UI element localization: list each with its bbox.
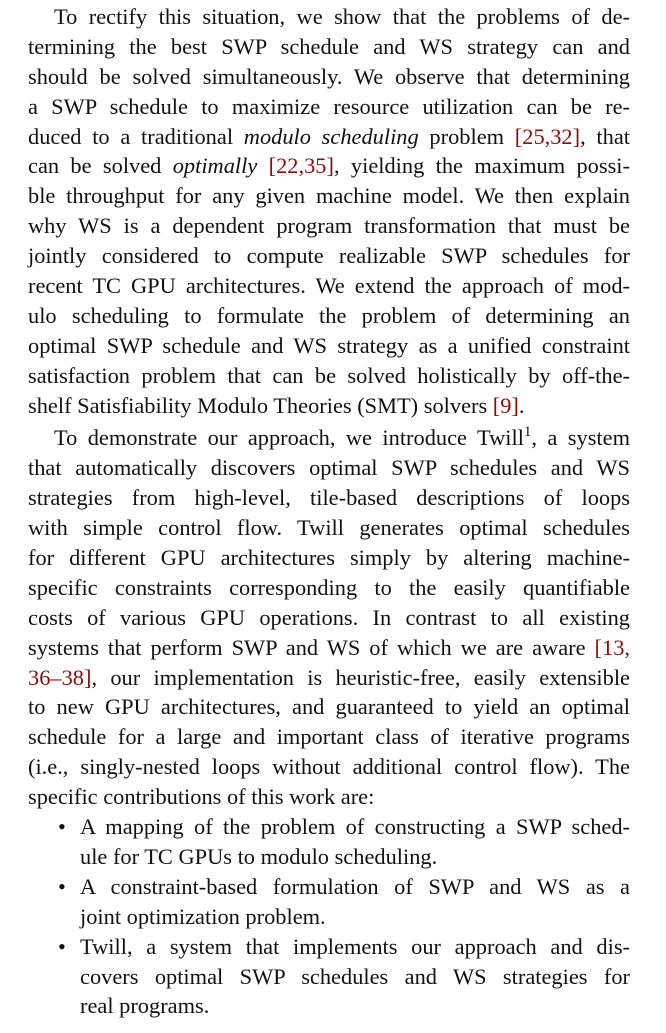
paper-text-column xyxy=(28,2,630,1021)
bullet-icon: • xyxy=(58,933,66,959)
text-run: ulo scheduling to formulate the problem of determining an xyxy=(28,302,630,328)
text-line xyxy=(28,331,630,361)
text-run: , a system xyxy=(531,425,630,451)
text-line xyxy=(28,543,630,573)
text-run: should be solved simultaneously. We observe that determining xyxy=(28,63,630,89)
text-run: , our implementation is heuristic-free, easily extensible xyxy=(91,664,630,690)
text-line xyxy=(28,271,630,301)
text-line xyxy=(28,211,630,241)
text-line xyxy=(28,62,630,92)
text-line xyxy=(28,2,630,32)
text-run: recent TC GPU architectures. We extend the approach of mod- xyxy=(28,273,630,299)
bullet-icon: • xyxy=(58,814,66,840)
emphasis-text: modulo scheduling xyxy=(243,123,419,149)
text-run: shelf Satisfiability Modulo Theories (SMT) solvers xyxy=(28,392,493,418)
text-line xyxy=(28,361,630,391)
contribution-item xyxy=(28,932,630,1022)
text-run: that automatically discovers optimal SWP schedules and WS xyxy=(28,455,630,481)
text-run: ble throughput for any given machine model. We then explain xyxy=(28,183,630,209)
text-run: , that xyxy=(580,123,630,149)
text-line xyxy=(28,573,630,603)
text-run: a SWP schedule to maximize resource utilization can be re- xyxy=(28,93,630,119)
text-run: specific contributions of this work are: xyxy=(28,784,375,810)
text-line xyxy=(28,513,630,543)
text-line xyxy=(28,92,630,122)
contribution-line: ule for TC GPUs to modulo scheduling. xyxy=(80,843,438,869)
text-line xyxy=(28,633,630,663)
text-line xyxy=(28,151,630,181)
contribution-line: A constraint-based formulation of SWP and WS as a xyxy=(80,873,630,899)
text-run: to new GPU architectures, and guaranteed to yield an optimal xyxy=(28,694,630,720)
text-run: duced to a traditional xyxy=(28,123,244,149)
paragraph-1 xyxy=(28,2,630,420)
contribution-line: A mapping of the problem of constructing a SWP sched- xyxy=(80,814,630,840)
text-run: optimal SWP schedule and WS strategy as a unified constraint xyxy=(28,332,630,358)
contribution-item xyxy=(28,872,630,932)
text-run: why WS is a dependent program transformation that must be xyxy=(28,213,630,239)
contribution-line: covers optimal SWP schedules and WS strategies for xyxy=(80,963,630,989)
text-run: termining the best SWP schedule and WS strategy can and xyxy=(28,33,630,59)
contribution-line: Twill, a system that implements our approach and dis- xyxy=(80,933,630,959)
citation-link[interactable]: [13, xyxy=(594,634,630,660)
text-line xyxy=(28,782,630,812)
text-line xyxy=(28,241,630,271)
text-run: satisfaction problem that can be solved holistically by off-the- xyxy=(28,362,630,388)
bullet-icon: • xyxy=(58,873,66,899)
text-run: specific constraints corresponding to the easily quantifiable xyxy=(28,574,630,600)
text-line xyxy=(28,722,630,752)
text-run: (i.e., singly-nested loops without additional control flow). The xyxy=(28,754,630,780)
text-line xyxy=(28,483,630,513)
citation-link[interactable]: [9] xyxy=(492,392,519,418)
text-run: problem xyxy=(418,123,515,149)
text-line xyxy=(28,301,630,331)
contribution-item xyxy=(28,812,630,872)
text-run: systems that perform SWP and WS of which we are aware xyxy=(28,634,595,660)
text-line xyxy=(28,181,630,211)
text-run: jointly considered to compute realizable SWP schedules for xyxy=(28,243,630,269)
contributions-list xyxy=(28,812,630,1021)
text-line xyxy=(28,423,630,453)
text-run: costs of various GPU operations. In contrast to all existing xyxy=(28,604,630,630)
text-run xyxy=(257,153,268,178)
citation-link[interactable]: 36–38] xyxy=(28,664,92,690)
text-line xyxy=(28,32,630,62)
text-line xyxy=(28,663,630,693)
text-run: for different GPU architectures simply by altering machine- xyxy=(28,545,630,571)
citation-link[interactable]: [22,35] xyxy=(268,153,334,179)
contribution-line: real programs. xyxy=(80,993,210,1019)
text-line xyxy=(28,603,630,633)
text-line xyxy=(28,692,630,722)
emphasis-text: optimally xyxy=(172,153,258,179)
text-run: . xyxy=(518,392,525,418)
text-line xyxy=(28,391,630,421)
text-run: schedule for a large and important class of iterative programs xyxy=(28,724,630,750)
text-line xyxy=(28,453,630,483)
contribution-line: joint optimization problem. xyxy=(80,903,326,929)
text-run: strategies from high-level, tile-based descriptions of loops xyxy=(28,485,630,511)
text-run: , yielding the maximum possi- xyxy=(333,153,630,179)
footnote-marker[interactable]: 1 xyxy=(523,424,532,441)
paragraph-2 xyxy=(28,423,630,812)
text-line xyxy=(28,122,630,152)
text-run: To rectify this situation, we show that the problems of de- xyxy=(54,4,630,29)
text-line xyxy=(28,752,630,782)
text-run: with simple control flow. Twill generates optimal schedules xyxy=(28,515,630,541)
citation-link[interactable]: [25,32] xyxy=(514,123,581,149)
text-run: To demonstrate our approach, we introduce Twill xyxy=(54,425,524,451)
text-run: can be solved xyxy=(28,153,173,179)
